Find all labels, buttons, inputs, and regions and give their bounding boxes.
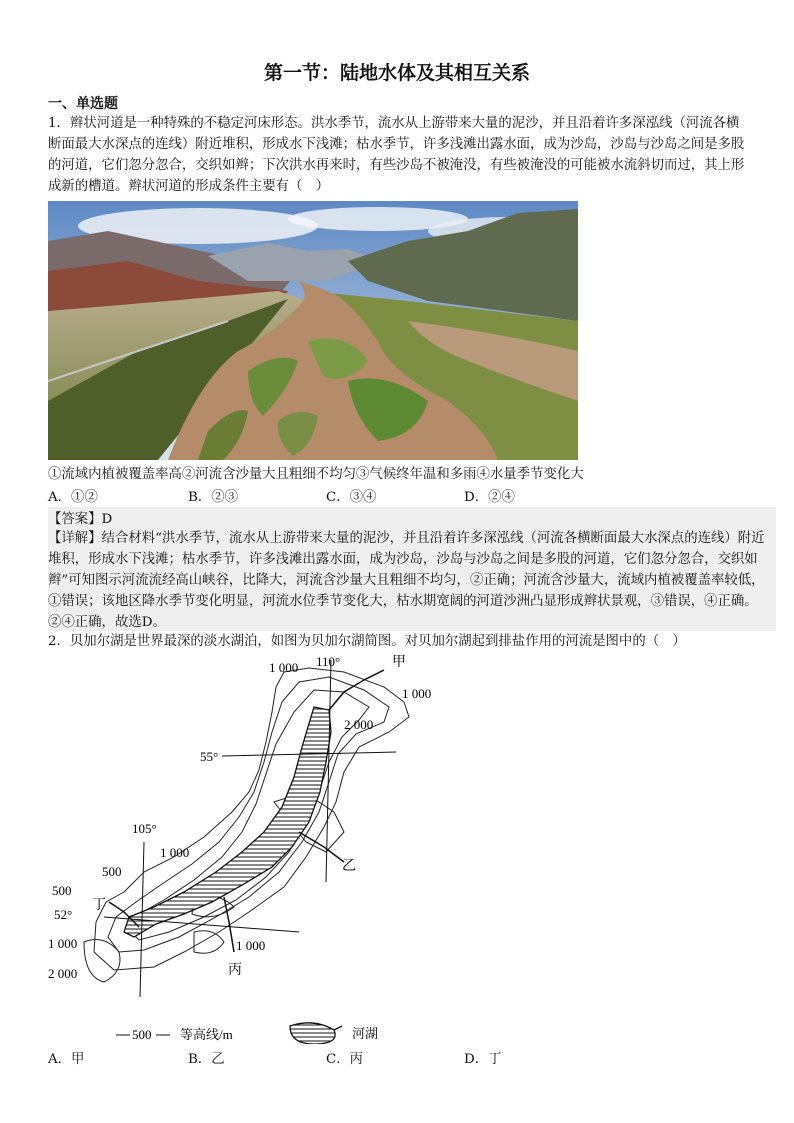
legend-contour-label: 等高线/m — [180, 1027, 233, 1042]
contour-label-500-a: 500 — [102, 864, 122, 879]
option-b[interactable]: B．乙 — [188, 1052, 225, 1067]
river-ding-label: 丁 — [92, 898, 106, 913]
contour-label-2000: 2 000 — [344, 717, 374, 732]
baikal-map — [44, 652, 444, 1044]
option-a[interactable]: A．①② — [48, 490, 98, 505]
contour-label-2000-left: 2 000 — [48, 966, 78, 981]
option-c[interactable]: C．③④ — [326, 490, 377, 505]
legend-lake-label: 河湖 — [352, 1027, 379, 1042]
answer-line: 【答案】D — [48, 512, 113, 527]
question-2-stem: 2．贝加尔湖是世界最深的淡水湖泊，如图为贝加尔湖简图。对贝加尔湖起到排盐作用的河流是图中的（ ） — [48, 634, 686, 649]
map-legend — [116, 1023, 378, 1044]
contour-label-1000-mid: 1 000 — [160, 845, 190, 860]
option-c[interactable]: C．丙 — [326, 1052, 364, 1067]
legend-contour-value: 500 — [132, 1027, 152, 1042]
option-b[interactable]: B．②③ — [188, 490, 239, 505]
latitude-52-label: 52° — [54, 907, 73, 922]
option-d[interactable]: D．②④ — [464, 490, 515, 505]
river-bing-label: 丙 — [228, 963, 242, 978]
longitude-105-label: 105° — [132, 821, 157, 836]
river-yi-label: 乙 — [342, 859, 356, 874]
river-jia-label: 甲 — [392, 655, 406, 670]
contour-label-1000-top: 1 000 — [269, 660, 299, 675]
longitude-110-label: 110° — [316, 654, 341, 669]
option-d[interactable]: D．丁 — [464, 1052, 502, 1067]
contour-label-1000-bottom: 1 000 — [236, 938, 266, 953]
braided-river-photo — [48, 201, 578, 460]
question-1-stem: 1．辫状河道是一种特殊的不稳定河床形态。洪水季节，流水从上游带来大量的泥沙，并且沿着许多深泓线（河流各横断面最大水深点的连线）附近堆积，形成水下浅滩；枯水季节，许多浅滩出露水面，成为沙岛，沙岛与沙岛之间是多股的河道，它们忽分忽合，交织如辫；下次洪水再来时，有些沙岛不被淹没，有些被淹没的可能被水流斜切而过，其上形成新的槽道。辫状河道的形成条件主要有（ ） — [48, 116, 745, 194]
answer-explanation-box — [48, 507, 776, 631]
page-title: 第一节：陆地水体及其相互关系 — [263, 62, 530, 84]
contour-label-500-b: 500 — [52, 883, 72, 898]
legend-lake-symbol — [290, 1023, 335, 1044]
option-a[interactable]: A．甲 — [48, 1052, 85, 1067]
analysis-text: 【详解】结合材料“洪水季节，流水从上游带来大量的泥沙，并且沿着许多深泓线（河流各横断面最大水深点的连线）附近堆积，形成水下浅滩；枯水季节，许多浅滩出露水面，成为沙岛，沙岛与沙岛之间是多股的河道，它们忽分忽合，交织如辫”可知图示河流流经高山峡谷，比降大，河流含沙量大且粗细不均匀，②正确；河流含沙量大，流域内植被覆盖率较低，①错误；该地区降水季节变化明显，河流水位季节变化大，枯水期宽阔的河道沙洲凸显形成辫状景观，③错误，④正确。②④正确，故选D。 — [48, 531, 765, 630]
contour-label-1000-left: 1 000 — [48, 936, 78, 951]
section-heading: 一、单选题 — [48, 96, 118, 112]
question-1-statements: ①流域内植被覆盖率高②河流含沙量大且粗细不均匀③气候终年温和多雨④水量季节变化大 — [48, 467, 584, 482]
contour-label-1000-right: 1 000 — [402, 686, 432, 701]
latitude-55-label: 55° — [200, 749, 219, 764]
